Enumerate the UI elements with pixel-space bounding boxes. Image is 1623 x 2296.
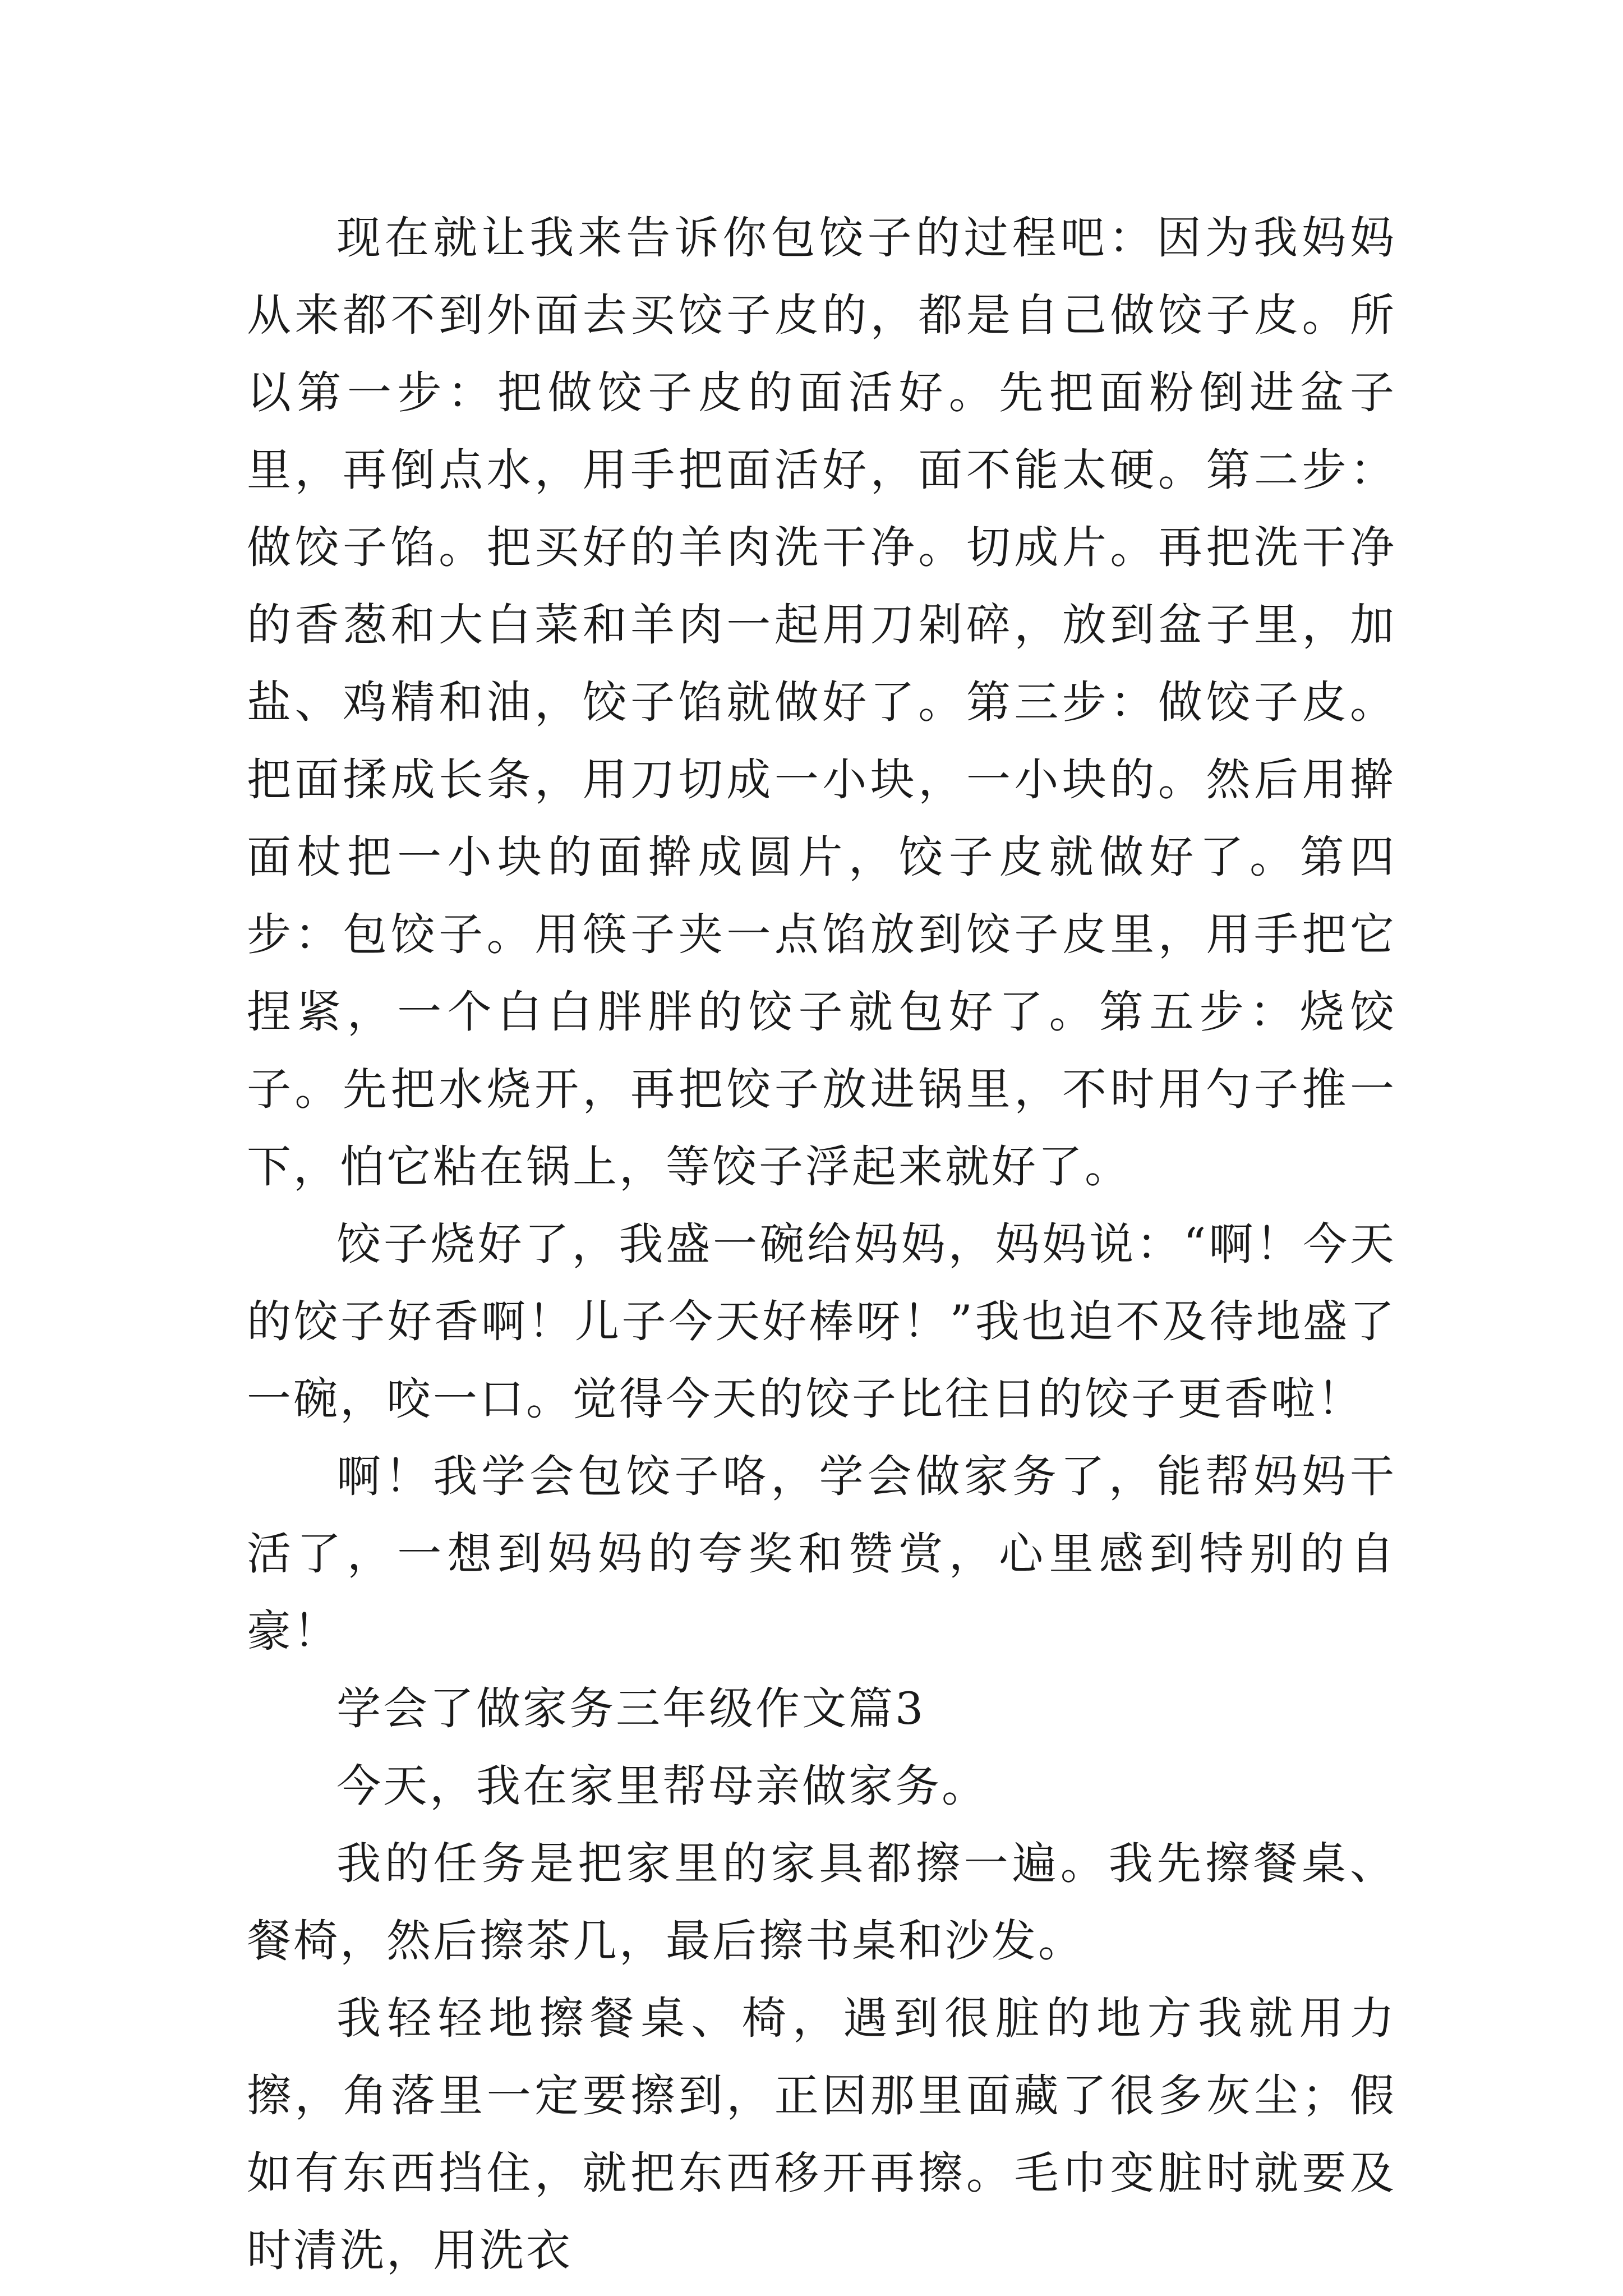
article-body bbox=[247, 199, 1396, 2289]
paragraph-task: 我的任务是把家里的家具都擦一遍。我先擦餐桌、餐椅，然后擦茶几，最后擦书桌和沙发。 bbox=[247, 1838, 1396, 1967]
paragraph-dumplings-cooked: 饺子烧好了，我盛一碗给妈妈，妈妈说：“啊！今天的饺子好香啊！儿子今天好棒呀！”我也迫不及待地盛了一碗，咬一口。觉得今天的饺子比往日的饺子更香啦！ bbox=[247, 1218, 1396, 1425]
paragraph-pride: 啊！我学会包饺子咯，学会做家务了，能帮妈妈干活了，一想到妈妈的夸奖和赞赏，心里感到特别的自豪！ bbox=[247, 1451, 1396, 1657]
paragraph-today: 今天，我在家里帮母亲做家务。 bbox=[336, 1760, 988, 1812]
paragraph-wiping: 我轻轻地擦餐桌、椅，遇到很脏的地方我就用力擦，角落里一定要擦到，正因那里面藏了很多灰尘；假如有东西挡住，就把东西移开再擦。毛巾变脏时就要及时清洗，用洗衣 bbox=[247, 1993, 1396, 2276]
paragraph-dumpling-steps: 现在就让我来告诉你包饺子的过程吧：因为我妈妈从来都不到外面去买饺子皮的，都是自己做饺子皮。所以第一步：把做饺子皮的面活好。先把面粉倒进盆子里，再倒点水，用手把面活好，面不能太硬。第二步：做饺子馅。把买好的羊肉洗干净。切成片。再把洗干净的香葱和大白菜和羊肉一起用刀剁碎，放到盆子里，加盐、鸡精和油，饺子馅就做好了。第三步：做饺子皮。把面揉成长条，用刀切成一小块，一小块的。然后用擀面杖把一小块的面擀成圆片，饺子皮就做好了。第四步：包饺子。用筷子夹一点馅放到饺子皮里，用手把它捏紧，一个白白胖胖的饺子就包好了。第五步：烧饺子。先把水烧开，再把饺子放进锅里，不时用勺子推一下，怕它粘在锅上，等饺子浮起来就好了。 bbox=[247, 212, 1396, 1193]
section-heading: 学会了做家务三年级作文篇3 bbox=[336, 1683, 926, 1734]
